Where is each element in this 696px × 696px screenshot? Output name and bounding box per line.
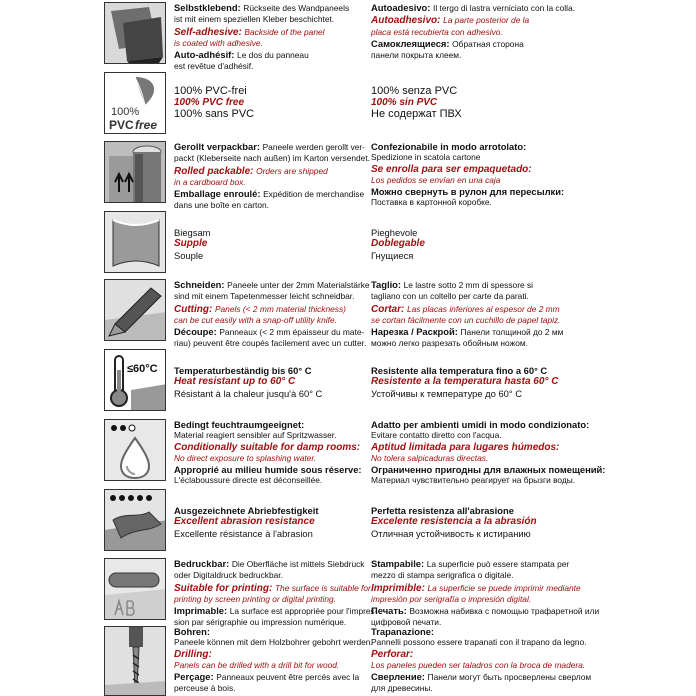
ru-text: Отличная устойчивость к истиранию: [371, 527, 531, 539]
it-text: Pieghevole: [371, 227, 418, 238]
en-text: Excellent abrasion resistance: [174, 516, 315, 528]
fr-title: Approprié au milieu humide sous réserve:: [174, 464, 362, 476]
de-text: Ausgezeichnete Abriebfestigkeit: [174, 505, 319, 516]
text-col-right: [371, 86, 462, 120]
drill-icon: [104, 626, 166, 696]
text-col-left: [174, 227, 210, 261]
pvc-free-leaf-icon: [104, 72, 166, 134]
ru-title: Ограниченно пригодны для влажных помещений:: [371, 464, 606, 476]
text-col-left: Schneiden: Paneele unter der 2mm Materialstärke sind mit einem Tapetenmesser leicht schneidbar. Cutting: Panels (< 2 mm material thickness) can be cut easily with a snap-off utility knife. Découpe: Panneaux (< 2 mm épaisseur du mate- riau) peuvent être coupés facilement avec un cutter.: [174, 279, 370, 349]
text-col-right: [371, 227, 425, 261]
pvc-icon-text-percent: 100%: [111, 106, 140, 118]
text-col-left: [174, 365, 322, 399]
it-title: Confezionabile in modo arrotolato:: [371, 141, 527, 152]
en-text: Heat resistant up to 60° C: [174, 376, 296, 388]
es-title: Perforar:: [371, 648, 414, 660]
en-text: 100% PVC free: [174, 97, 245, 109]
it-text: Resistente alla temperatura fino a 60° C: [371, 365, 548, 376]
en-body: No direct exposure to splashing water.: [174, 452, 317, 463]
text-col-left: Bedruckbar: Die Oberfläche ist mittels Siebdruck oder Digitaldruck bedruckbar. Suitable for printing: The surface is suitable for printing by screen printing or digital printing. Imprimable: La surface est appropriée pour l'impres- sion par sérigraphie ou impression numérique.: [174, 558, 378, 628]
es-body: No tolera salpicaduras directas.: [371, 452, 489, 463]
pvc-icon-text-pvc: PVC: [109, 118, 134, 132]
ru-title: Можно свернуть в рулон для пересылки:: [371, 186, 565, 198]
it-title: Adatto per ambienti umidi in modo condizionato:: [371, 419, 590, 430]
fr-text: Résistant à la chaleur jusqu'à 60° C: [174, 387, 323, 399]
text-col-left: Selbstklebend: Rückseite des Wandpaneels ist mit einem speziellen Kleber beschichtet. Self-adhesive: Backside of the panel is coated with adhesive. Auto-adhésif: Le dos du panneau est revêtue d'adhésif.: [174, 2, 350, 72]
es-text: 100% sin PVC: [371, 97, 438, 109]
es-text: Excelente resistencia a la abrasión: [371, 516, 537, 528]
text-col-left: Bohren: Paneele können mit dem Holzbohrer gebohrt werden. Drilling: Panels can be drilled with a drill bit for wood. Perçage: Panneaux peuvent être percés avec la perceuse à bois.: [174, 626, 373, 694]
text-col-right: [371, 365, 558, 399]
text-col-right: Autoadesivo: Il tergo di lastra verniciato con la colla. Autoadhesivo: La parte posterior de la placa está recubierta con adhesivo. Самоклеящиеся: Обратная сторона панели покрыта клеем.: [371, 2, 575, 61]
fr-body: L'éclaboussure directe est déconseillée.: [174, 475, 323, 486]
it-body: Pannelli possono essere trapanati con il trapano da legno.: [371, 637, 587, 648]
fr-text: Excellente résistance à l'abrasion: [174, 527, 313, 539]
es-title: Aptitud limitada para lugares húmedos:: [371, 441, 560, 453]
de-title: Bohren:: [174, 626, 210, 637]
it-title: Trapanazione:: [371, 626, 435, 637]
de-title: Bedingt feuchtraumgeeignet:: [174, 419, 305, 430]
it-body: Evitare contatto diretto con l'acqua.: [371, 430, 502, 441]
de-body: Paneele können mit dem Holzbohrer gebohrt werden.: [174, 637, 373, 648]
text-col-right: Stampabile: La superficie può essere stampata per mezzo di stampa serigrafica o digitale. Imprimible: La superficie se puede imprimir mediante impresión por serigrafía o impresión digital. Печать: Возможна набивка с помощью трафаретной или цифровой печати.: [371, 558, 600, 628]
es-body: Los paneles pueden ser taladros con la broca de madera.: [371, 659, 586, 670]
fr-text: 100% sans PVC: [174, 107, 255, 120]
thermometer-icon: [104, 349, 166, 411]
text-col-left: Gerollt verpackbar: Paneele werden gerollt ver- packt (Kleberseite nach außen) im Karton versendet. Rolled packable: Orders are shipped in a cardboard box. Emballage enroulé: Expédition de merchandise dans une boîte en carton.: [174, 141, 370, 211]
text-col-right: Trapanazione: Pannelli possono essere trapanati con il trapano da legno. Perforar: Los paneles pueden ser taladros con la broca de madera. Сверление: Панели могут быть просверлены сверлом для древесины.: [371, 626, 592, 694]
es-body: Los pedidos se envían en una caja: [371, 174, 501, 185]
ru-text: Устойчивы к температуре до 60° C: [371, 387, 523, 399]
pvc-icon-text-free: free: [135, 118, 158, 132]
it-body: Spedizione in scatola cartone: [371, 152, 481, 163]
ru-body: Поставка в картонной коробке.: [371, 197, 492, 208]
text-col-left: [174, 419, 362, 487]
de-text: Biegsam: [174, 227, 211, 238]
es-text: Resistente a la temperatura hasta 60° C: [371, 376, 559, 388]
text-col-right: Taglio: Le lastre sotto 2 mm di spessore si tagliano con un coltello per carte da parati. Cortar: Las placas inferiores al espesor de 2 mm se cortan fácilmente con un cuchillo de papel tapiz. Нарезка / Раскрой: Панели толщиной до 2 мм можно легко разрезать обойным ножом.: [371, 279, 564, 349]
water-drop-icon: [104, 419, 166, 481]
printing-roller-icon: [104, 558, 166, 620]
de-text: Temperaturbeständig bis 60° C: [174, 365, 312, 376]
text-col-right: [371, 505, 537, 539]
en-title: Drilling:: [174, 648, 212, 660]
it-text: 100% senza PVC: [371, 85, 458, 97]
text-col-left: [174, 505, 318, 539]
en-text: Supple: [174, 238, 208, 250]
abrasion-cloth-icon: [104, 489, 166, 551]
en-title: Conditionally suitable for damp rooms:: [174, 441, 361, 453]
cutting-knife-icon: [104, 279, 166, 341]
en-body: Panels can be drilled with a drill bit for wood.: [174, 659, 340, 670]
heat-icon-label: ≤60°C: [127, 363, 158, 375]
text-col-right: [371, 419, 605, 487]
bendable-icon: [104, 211, 166, 273]
text-col-right: [371, 141, 564, 209]
es-title: Se enrolla para ser empaquetado:: [371, 163, 532, 175]
adhesive-panel-icon: [104, 2, 166, 64]
ru-text: Не содержат ПВХ: [371, 107, 462, 120]
ru-text: Гнущиеся: [371, 249, 414, 261]
it-text: Perfetta resistenza all'abrasione: [371, 505, 514, 516]
ru-body: Материал чувствительно реагирует на брызги воды.: [371, 475, 576, 486]
de-body: Material reagiert sensibler auf Spritzwasser.: [174, 430, 337, 441]
de-text: 100% PVC-frei: [174, 85, 247, 97]
rolled-package-icon: [104, 141, 166, 203]
text-col-left: [174, 86, 254, 120]
fr-text: Souple: [174, 249, 204, 261]
es-text: Doblegable: [371, 238, 425, 250]
